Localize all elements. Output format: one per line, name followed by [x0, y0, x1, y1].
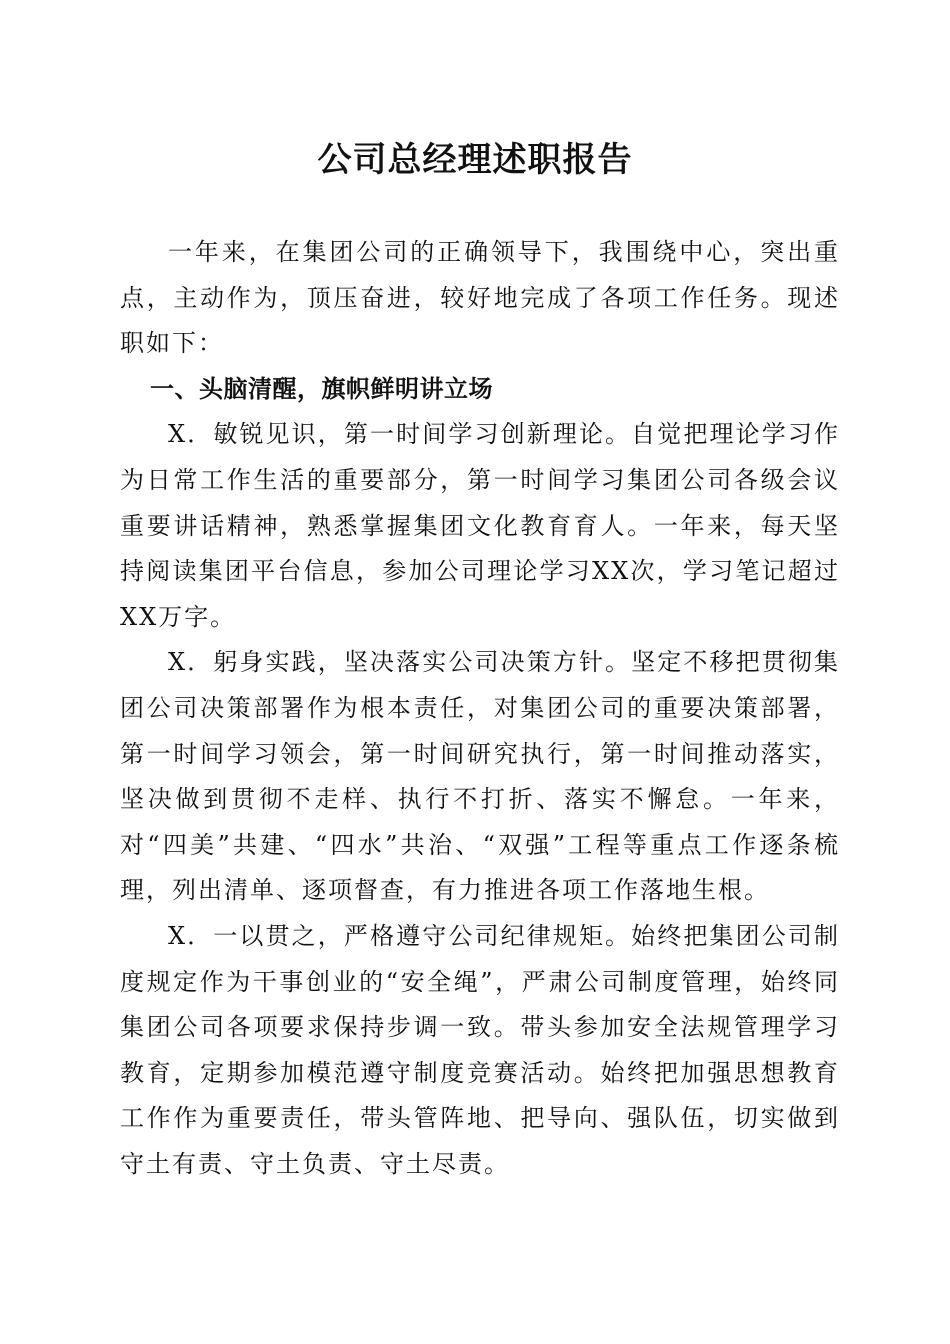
body-paragraph-1: X．敏锐见识，第一时间学习创新理论。自觉把理论学习作为日常工作生活的重要部分，第一时间学习集团公司各级会议重要讲话精神，熟悉掌握集团文化教育育人。一年来，每天坚持阅读集团平台信息，参加公司理论学习XX次，学习笔记超过XX万字。	[120, 420, 840, 631]
intro-paragraph: 一年来，在集团公司的正确领导下，我围绕中心，突出重点，主动作为，顶压奋进，较好地完成了各项工作任务。现述职如下：	[120, 238, 840, 358]
section-heading: 一、头脑清醒，旗帜鲜明讲立场	[150, 374, 493, 403]
body-paragraph-2: X．躬身实践，坚决落实公司决策方针。坚定不移把贯彻集团公司决策部署作为根本责任，对集团公司的重要决策部署，第一时间学习领会，第一时间研究执行，第一时间推动落实，坚决做到贯彻不走样、执行不打折、落实不懈怠。一年来，对“四美”共建、“四水”共治、“双强”工程等重点工作逐条梳理，列出清单、逐项督查，有力推进各项工作落地生根。	[120, 648, 840, 905]
body-paragraph-3: X．一以贯之，严格遵守公司纪律规矩。始终把集团公司制度规定作为干事创业的“安全绳”，严肃公司制度管理，始终同集团公司各项要求保持步调一致。带头参加安全法规管理学习教育，定期参加模范遵守制度竞赛活动。始终把加强思想教育工作作为重要责任，带头管阵地、把导向、强队伍，切实做到守土有责、守土负责、守土尽责。	[120, 921, 840, 1178]
document-body	[120, 230, 840, 1187]
document-title: 公司总经理述职报告	[317, 140, 633, 180]
